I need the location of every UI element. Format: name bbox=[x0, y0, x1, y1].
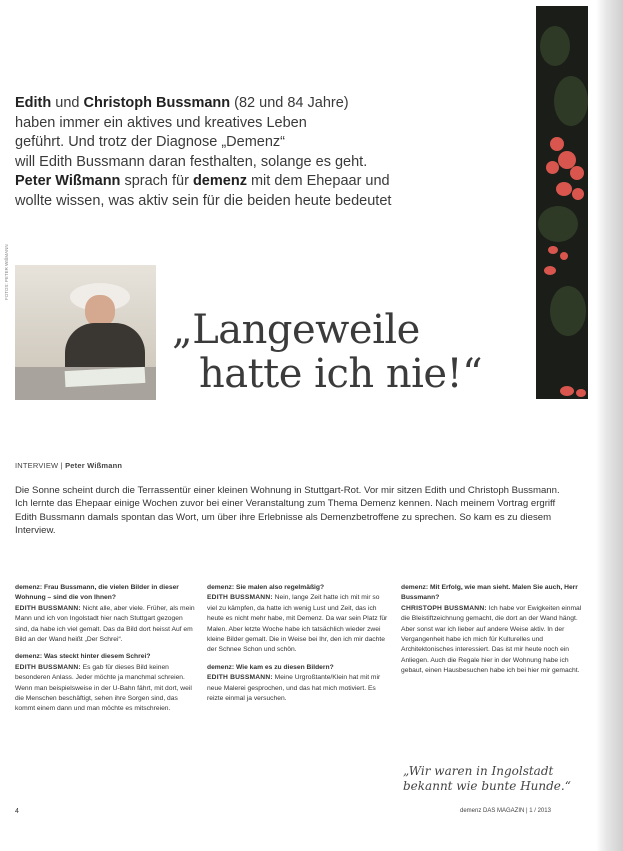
headline-line-1: „Langeweile bbox=[172, 307, 420, 353]
lead-paragraph: Die Sonne scheint durch die Terrassentür einer kleinen Wohnung in Stuttgart-Rot. Vor mir sitzen Edith und Christoph Bussmann. Ich lernte das Ehepaar einige Wochen zuvor bei einer Veranstaltung zum Thema Demenz kennen. Nach meinem Vortrag ergriff Edith Bussmann damals spontan das Wort, um über ihre Erlebnisse als Demenzbetroffene zu sprechen. So kam es zu diesem Interview. bbox=[15, 485, 560, 537]
column-1: demenz: Frau Bussmann, die vielen Bilder in dieser Wohnung – sind die von Ihnen? EDITH BUSSMANN: Nicht alle, aber viele. Früher, als mein Mann und ich von Ingolstadt hier nach Stuttgart gezogen sind, da habe ich viel gemalt. Das da Bild dort heisst Auf em Bild an der Wand heißt „Der Schrei“. demenz: Was steckt hinter diesem Schrei? EDITH BUSSMANN: Es gab für dieses Bild keinen besonderen Anlass. Jeder möchte ja manchmal schreien. Wenn man beispielsweise in der U-Bahn fährt, mit dort, weil die Menschen beschäftigt, sehen ihre Sorgen sind, das kommt einem dann und man möchte es mitschreien. bbox=[15, 584, 195, 713]
page-gutter-shadow bbox=[596, 0, 623, 851]
column-3: demenz: Mit Erfolg, wie man sieht. Malen Sie auch, Herr Bussmann? CHRISTOPH BUSSMANN: Ich habe vor Ewigkeiten einmal die Bleistiftzeichnung gemacht, die dort an der Wand hängt. Aber sonst war ich lieber auf andere Weise aktiv. In der Vergangenheit habe ich mich für Kulturelles und Architektonisches interessiert. Das ist mir heute noch ein Anliegen. Auch die Regale hier in der Wohnung habe ich gebaut, einen Hausbesuchen habe ich bei hier mir gemacht. bbox=[401, 584, 582, 675]
photo-credit: FOTOS: PETER WIßMANN bbox=[4, 244, 9, 300]
pull-quote: „Wir waren in Ingolstadt bekannt wie bunte Hunde.“ bbox=[403, 764, 571, 793]
page-number: 4 bbox=[15, 808, 19, 815]
headline-line-2: hatte ich nie!“ bbox=[199, 351, 483, 397]
portrait-photo bbox=[15, 265, 156, 400]
headline bbox=[172, 308, 482, 396]
flower-photo bbox=[536, 6, 588, 399]
publication-footer: demenz DAS MAGAZIN | 1 / 2013 bbox=[460, 808, 551, 814]
interview-byline: INTERVIEW | Peter Wißmann bbox=[15, 461, 123, 470]
intro-text: Edith und Christoph Bussmann (82 und 84 Jahre) haben immer ein aktives und kreatives Leben geführt. Und trotz der Diagnose „Demenz“ will Edith Bussmann daran festhalten, solange es geht. Peter Wißmann sprach für demenz mit dem Ehepaar und wollte wissen, was aktiv sein für die beiden heute bedeutet bbox=[15, 95, 392, 209]
column-2: demenz: Sie malen also regelmäßig? EDITH BUSSMANN: Nein, lange Zeit hatte ich mit mir so viel zu kämpfen, da hatte ich wenig Lust und Zeit, das ich heute es nicht mehr habe, mit Demenz. Da war sein Platz für Malen. Aber letzte Woche habe ich tatsächlich wieder zwei kleine Bilder gemalt. Die in Weise bei Ihr, den ich mir dachte der Schnee Schon und schön. demenz: Wie kam es zu diesen Bildern? EDITH BUSSMANN: Meine Urgroßtante/Klein hat mit mir neue Malerei gesprochen, und das hat mich motiviert. Es reizte einmal ja versuchen. bbox=[207, 584, 388, 703]
